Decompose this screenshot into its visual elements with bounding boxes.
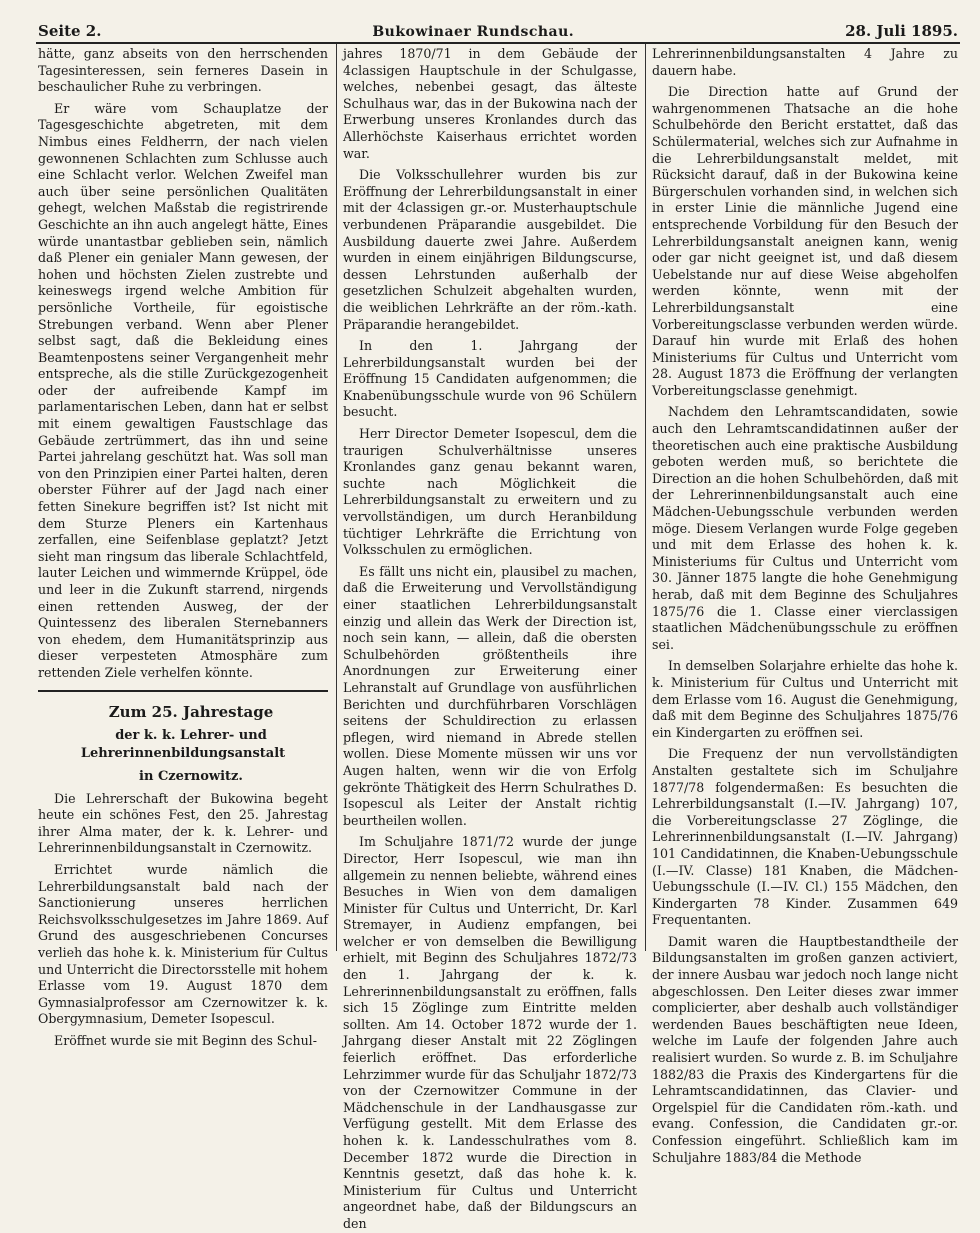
column-3 bbox=[652, 46, 958, 1165]
paragraph: Die Frequenz der nun vervollständigten Anstalten gestaltete sich im Schuljahre 1877/78 folgendermaßen: Es besuchten die Lehrerbildungsanstalt (I.—IV. Jahrgang) 107, die Vorbereitungsclasse 27 Zöglinge, die Lehrerinnenbildungsanstalt (I.—IV. Jahrgang) 101 Candidatinnen, die Knaben-Uebungsschule (I.—IV. Classe) 181 Knaben, die Mädchen-Uebungsschule (I.—IV. Cl.) 155 Mädchen, den Kindergarten 78 Kinder. Zusammen 649 Frequentanten. bbox=[652, 746, 958, 928]
paragraph: Er wäre vom Schauplatze der Tagesgeschichte abgetreten, mit dem Nimbus eines Feldherrn, der nach vielen gewonnenen Schlachten zum Schlusse auch eine Schlacht verlor. Welchen Zweifel man auch über seine persönlichen Qualitäten gehegt, welchen Maßstab die registrirende Geschichte an ihn auch angelegt hätte, Eines würde unantastbar geblieben sein, nämlich daß Plener ein genialer Mann gewesen, der hohen und höchsten Zielen zustrebte und keineswegs irgend welche Ambition für persönliche Vortheile, für egoistische Strebungen verband. Wenn aber Plener selbst sagt, daß die Bekleidung eines Beamtenpostens seiner Vergangenheit mehr entspreche, als die stille Zurückgezogenheit oder der aufreibende Kampf im parlamentarischen Leben, dann hat er selbst mit einem gewaltigen Faustschlage das Gebäude zertrümmert, das ihn und seine Partei jahrelang geschützt hat. Was soll man von den Prinzipien einer Partei halten, deren oberster Führer auf der Jagd nach einer fetten Sinekure begriffen ist? Ist nicht mit dem Sturze Pleners ein Kartenhaus zerfallen, eine Seifenblase geplatzt? Jetzt sieht man ringsum das liberale Schlachtfeld, lauter Leichen und wimmernde Krüppel, öde und leer in die Zukunft starrend, nirgends einen rettenden Ausweg, der der Quintessenz des liberalen Sternebanners von ehedem, dem Humanitätsprinzip aus dieser verpesteten Atmosphäre zum rettenden Ziele verhelfen könnte. bbox=[38, 100, 328, 680]
paragraph: Damit waren die Hauptbestandtheile der Bildungsanstalten im großen ganzen activiert, der innere Ausbau war jedoch noch lange nicht abgeschlossen. Den Leiter dieses zwar immer complicierter, aber deshalb auch vollständiger werdenden Baues beschäftigten neue Ideen, welche im Laufe der folgenden Jahre auch realisiert wurden. So wurde z. B. im Schuljahre 1882/83 die Praxis des Kindergartens für die Lehramtscandidatinnen, das Clavier- und Orgelspiel für die Candidaten röm.-kath. und evang. Confession, die Candidaten gr.-or. Confession eingeführt. Schließlich kam im Schuljahre 1883/84 die Methode bbox=[652, 933, 958, 1165]
paragraph: Die Lehrerschaft der Bukowina begeht heute ein schönes Fest, den 25. Jahrestag ihrer Alma mater, der k. k. Lehrer- und Lehrerinnenbildungsanstalt in Czernowitz. bbox=[38, 790, 328, 856]
paragraph: In den 1. Jahrgang der Lehrerbildungsanstalt wurden bei der Eröffnung 15 Candidaten aufgenommen; die Knabenübungsschule wurde von 96 Schülern besucht. bbox=[343, 338, 637, 420]
newspaper-title: Bukowinaer Rundschau. bbox=[372, 24, 575, 40]
paragraph: jahres 1870/71 in dem Gebäude der 4classigen Hauptschule in der Schulgasse, welches, nebenbei gesagt, das älteste Schulhaus war, das in der Bukowina nach der Erwerbung unseres Kronlandes durch das Allerhöchste Kaiserhaus errichtet worden war. bbox=[343, 46, 637, 161]
paragraph: Eröffnet wurde sie mit Beginn des Schul- bbox=[54, 1032, 317, 1048]
column-1 bbox=[38, 46, 328, 1048]
paragraph: hätte, ganz abseits von den herrschenden Tagesinteressen, sein ferneres Dasein in beschaulicher Ruhe zu verbringen. bbox=[38, 46, 328, 95]
paragraph: Es fällt uns nicht ein, plausibel zu machen, daß die Erweiterung und Vervollständigung einer staatlichen Lehrerbildungsanstalt einzig und allein das Werk der Direction ist, noch sein kann, — allein, daß die obersten Schulbehörden größtentheils ihre Anordnungen zur Erweiterung einer Lehranstalt auf Grundlage von ausführlichen Berichten und durchführbaren Vorschlägen seitens der Schuldirection zu erlassen pflegen, wird niemand in Abrede stellen wollen. Diese Momente müssen wir uns vor Augen halten, wenn wir die von Erfolg gekrönte Thätigkeit des Herrn Schulrathes D. Isopescul als Leiter der Anstalt richtig beurtheilen wollen. bbox=[343, 563, 637, 828]
column-2 bbox=[343, 46, 637, 1231]
issue-date: 28. Juli 1895. bbox=[845, 22, 958, 40]
page-header bbox=[38, 18, 958, 40]
paragraph: Die Volksschullehrer wurden bis zur Eröffnung der Lehrerbildungsanstalt in einer mit der 4classigen gr.-or. Musterhauptschule verbundenen Präparandie ausgebildet. Die Ausbildung dauerte zwei Jahre. Außerdem wurden in einem einjährigen Bildungscurse, dessen Lehrstunden außerhalb der gesetzlichen Schulzeit abgehalten wurden, die weiblichen Lehrkräfte an der röm.-kath. Präparandie herangebildet. bbox=[343, 167, 637, 332]
paragraph: Lehrerinnenbildungsanstalten 4 Jahre zu dauern habe. bbox=[652, 46, 958, 78]
column-divider bbox=[336, 44, 337, 951]
article-subheading: der k. k. Lehrer- und Lehrerinnenbildungsanstalt bbox=[80, 727, 286, 761]
page-number: Seite 2. bbox=[38, 22, 102, 40]
paragraph: In demselben Solarjahre erhielte das hohe k. k. Ministerium für Cultus und Unterricht mit dem Erlasse vom 16. August die Genehmigung, daß mit dem Beginne des Schuljahres 1875/76 ein Kindergarten zu eröffnen sei. bbox=[652, 658, 958, 740]
paragraph: Herr Director Demeter Isopescul, dem die traurigen Schulverhältnisse unseres Kronlandes ganz genau bekannt waren, suchte nach Möglichkeit die Lehrerbildungsanstalt zu erweitern und zu vervollständigen, um durch Heranbildung tüchtiger Lehrkräfte die Errichtung von Volksschulen zu ermöglichen. bbox=[343, 426, 637, 558]
header-rule bbox=[36, 42, 960, 44]
column-divider bbox=[645, 44, 646, 951]
article-heading: Zum 25. Jahrestage bbox=[108, 702, 274, 721]
paragraph: Errichtet wurde nämlich die Lehrerbildungsanstalt bald nach der Sanctionierung unseres herrlichen Reichsvolksschulgesetzes im Jahre 1869. Auf Grund des ausgeschriebenen Concurses verlieh das hohe k. k. Ministerium für Cultus und Unterricht die Directorsstelle mit hohem Erlasse vom 19. August 1870 dem Gymnasialprofessor am Czernowitzer k. k. Obergymnasium, Demeter Isopescul. bbox=[38, 861, 328, 1027]
paragraph: Im Schuljahre 1871/72 wurde der junge Director, Herr Isopescul, wie man ihn allgemein zu nennen beliebte, während eines Besuches in Wien von dem damaligen Minister für Cultus und Unterricht, Dr. Karl Stremayer, in Audienz empfangen, bei welcher er von demselben die Bewilligung erhielt, mit Beginn des Schuljahres 1872/73 den 1. Jahrgang der k. k. Lehrerinnenbildungsanstalt zu eröffnen, falls sich 15 Zöglinge zum Eintritte melden sollten. Am 14. October 1872 wurde der 1. Jahrgang dieser Anstalt mit 22 Zöglingen feierlich eröffnet. Das erforderliche Lehrzimmer wurde für das Schuljahr 1872/73 von der Czernowitzer Commune in der Mädchenschule in der Landhausgasse zur Verfügung gestellt. Mit dem Erlasse des hohen k. k. Landesschulrathes vom 8. December 1872 wurde die Direction in Kenntnis gesetzt, daß das hohe k. k. Ministerium für Cultus und Unterricht angeordnet habe, daß der Bildungscurs an den bbox=[343, 834, 637, 1231]
paragraph: Nachdem den Lehramtscandidaten, sowie auch den Lehramtscandidatinnen außer der theoretischen auch eine praktische Ausbildung geboten werden muß, so berichtete die Direction an die hohen Schulbehörden, daß mit der Lehrerinnenbildungsanstalt auch eine Mädchen-Uebungsschule verbunden werden möge. Diesem Verlangen wurde Folge gegeben und mit dem Erlasse des hohen k. k. Ministeriums für Cultus und Unterricht vom 30. Jänner 1875 langte die hohe Genehmigung herab, daß mit dem Beginne des Schuljahres 1875/76 die 1. Classe einer vierclassigen staatlichen Mädchenübungsschule zu eröffnen sei. bbox=[652, 404, 958, 652]
paragraph: Die Direction hatte auf Grund der wahrgenommenen Thatsache an die hohe Schulbehörde den Bericht erstattet, daß das Schülermaterial, welches sich zur Aufnahme in die Lehrerbildungsanstalt meldet, mit Rücksicht darauf, daß in der Bukowina keine Bürgerschulen vorhanden sind, in welchen sich in erster Linie die männliche Jugend eine entsprechende Vorbildung für den Besuch der Lehrerbildungsanstalt aneignen kann, wenig oder gar nicht geeignet ist, und daß diesem Uebelstande nur auf diese Weise abgeholfen werden könnte, wenn mit der Lehrerbildungsanstalt eine Vorbereitungsclasse verbunden werden würde. Darauf hin wurde mit Erlaß des hohen Ministeriums für Cultus und Unterricht vom 28. August 1873 die Eröffnung der verlangten Vorbereitungsclasse genehmigt. bbox=[652, 84, 958, 398]
article-subheading-place: in Czernowitz. bbox=[139, 768, 243, 784]
section-rule bbox=[38, 690, 328, 692]
